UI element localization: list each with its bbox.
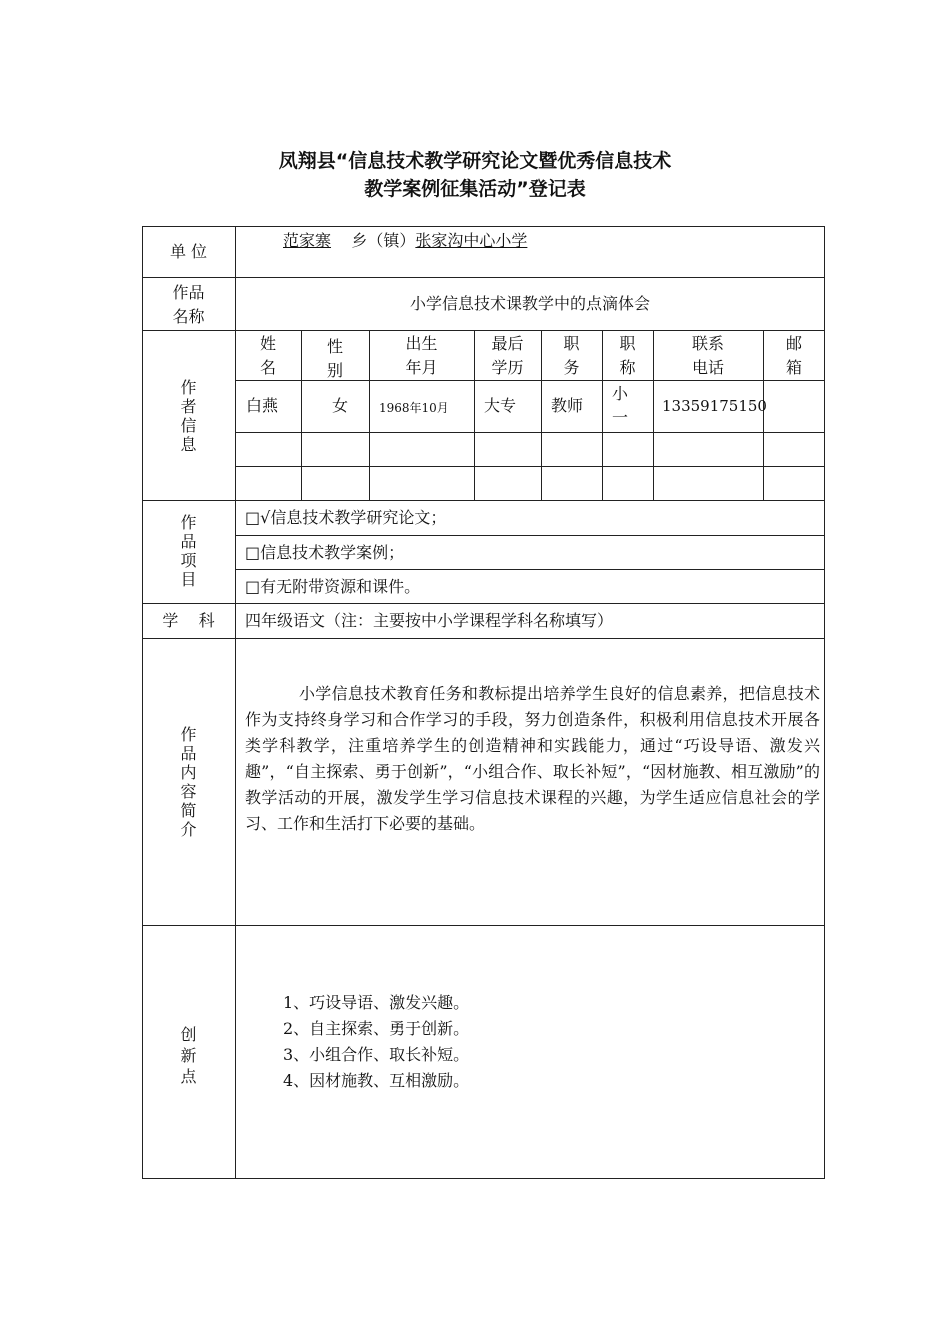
subject-label: 学 科 <box>162 611 215 630</box>
innovation-item: 1、巧设导语、激发兴趣。 <box>283 993 470 1012</box>
author-row-divider <box>235 432 825 433</box>
document-title-line-2: 教学案例征集活动”登记表 <box>364 178 586 200</box>
subject-value: 四年级语文（注：主要按中小学课程学科名称填写） <box>245 611 614 630</box>
row-divider <box>142 925 825 926</box>
work-name-label-line-1: 作品 <box>172 283 205 302</box>
author-title: 小 一 <box>612 384 629 427</box>
header-title: 职 称 <box>619 334 636 377</box>
innovation-item: 4、因材施教、互相激励。 <box>283 1071 470 1090</box>
innovation-item: 2、自主探索、勇于创新。 <box>283 1019 470 1038</box>
author-info-label: 作 者 信 息 <box>180 378 197 454</box>
innovation-label: 创 新 点 <box>180 1025 197 1086</box>
project-option-resources[interactable]: □有无附带资源和课件。 <box>245 577 421 596</box>
header-gender: 性 别 <box>326 337 343 380</box>
header-email: 邮 箱 <box>785 334 802 377</box>
header-name: 姓 名 <box>259 334 276 377</box>
header-birth: 出生 年月 <box>405 334 438 377</box>
project-label: 作 品 项 目 <box>180 513 197 589</box>
project-option-paper[interactable]: □√信息技术教学研究论文； <box>245 508 447 527</box>
innovation-list <box>283 990 469 1094</box>
author-row-divider <box>235 466 825 467</box>
unit-township-suffix: 乡（镇） <box>351 231 416 250</box>
row-divider <box>142 603 825 604</box>
author-education: 大专 <box>484 396 517 415</box>
author-gender: 女 <box>331 396 348 415</box>
row-divider <box>142 277 825 278</box>
unit-township: 范家寨 <box>283 231 332 250</box>
row-divider <box>142 500 825 501</box>
author-phone: 13359175150 <box>662 397 767 415</box>
document-title-line-1: 凤翔县“信息技术教学研究论文暨优秀信息技术 <box>278 150 672 172</box>
work-name-label-line-2: 名称 <box>172 307 205 326</box>
project-row-divider <box>235 535 825 536</box>
row-divider <box>142 330 825 331</box>
summary-label: 作 品 内 容 简 介 <box>180 725 197 839</box>
project-option-case[interactable]: □信息技术教学案例； <box>245 543 405 562</box>
author-name: 白燕 <box>246 396 279 415</box>
header-education: 最后 学历 <box>491 334 524 377</box>
project-row-divider <box>235 569 825 570</box>
innovation-item: 3、小组合作、取长补短。 <box>283 1045 470 1064</box>
header-phone: 联系 电话 <box>691 334 724 377</box>
work-name-value: 小学信息技术课教学中的点滴体会 <box>409 294 650 313</box>
unit-school: 张家沟中心小学 <box>415 231 528 250</box>
unit-value <box>283 229 527 253</box>
author-position: 教师 <box>551 396 584 415</box>
row-divider <box>142 638 825 639</box>
header-position: 职 务 <box>563 334 580 377</box>
unit-label: 单 位 <box>169 242 208 261</box>
author-birth: 1968年10月 <box>379 401 449 415</box>
summary-text: 小学信息技术教育任务和教标提出培养学生良好的信息素养，把信息技术作为支持终身学习和合作学习的手段，努力创造条件，积极利用信息技术开展各类学科教学，注重培养学生的创造精神和实践能力，通过“巧设导语、激发兴趣”，“自主探索、勇于创新”，“小组合作、取长补短”，“因材施教、相互激励”的教学活动的开展，激发学生学习信息技术课程的兴趣，为学生适应信息社会的学习、工作和生活打下必要的基础。 <box>245 684 820 833</box>
